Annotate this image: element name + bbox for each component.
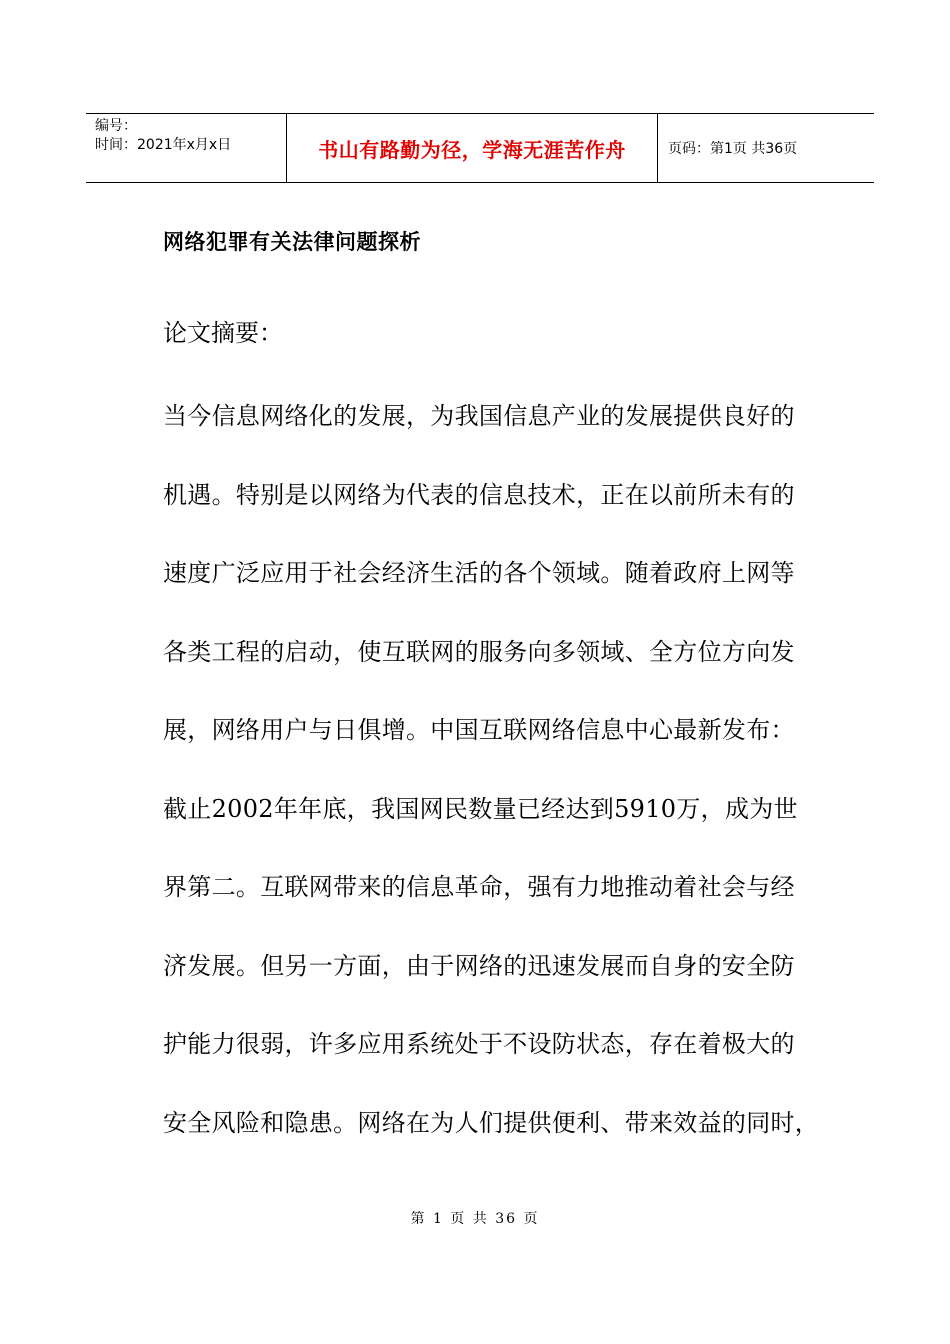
header-page-number: 页码：第1页 共36页: [668, 141, 798, 157]
page-footer: 第 1 页 共 36 页: [410, 1211, 540, 1227]
body-line: 截止2002年年底，我国网民数量已经达到5910万，成为世: [163, 794, 798, 823]
document-title: 网络犯罪有关法律问题探析: [163, 230, 421, 254]
body-line: 护能力很弱，许多应用系统处于不设防状态，存在着极大的: [163, 1030, 795, 1058]
body-line: 安全风险和隐患。网络在为人们提供便利、带来效益的同时，: [163, 1108, 820, 1137]
document-header: [86, 113, 874, 183]
header-meta: [86, 114, 286, 182]
body-line: 界第二。互联网带来的信息革命，强有力地推动着社会与经: [163, 873, 795, 901]
abstract-label: 论文摘要：: [163, 319, 283, 347]
body-line: 济发展。但另一方面，由于网络的迅速发展而自身的安全防: [163, 951, 795, 980]
body-line: 速度广泛应用于社会经济生活的各个领域。随着政府上网等: [163, 559, 795, 587]
abstract-body: [163, 396, 820, 1181]
header-motto: 书山有路勤为径，学海无涯苦作舟: [286, 114, 658, 182]
body-line: 各类工程的启动，使互联网的服务向多领域、全方位方向发: [163, 637, 795, 666]
document-time-label: 时间：2021年x月x日: [95, 137, 232, 153]
body-line: 展，网络用户与日俱增。中国互联网络信息中心最新发布：: [163, 716, 795, 744]
body-line: 当今信息网络化的发展，为我国信息产业的发展提供良好的: [163, 402, 795, 430]
body-line: 机遇。特别是以网络为代表的信息技术，正在以前所未有的: [163, 480, 795, 509]
document-number-label: 编号：: [95, 118, 137, 134]
